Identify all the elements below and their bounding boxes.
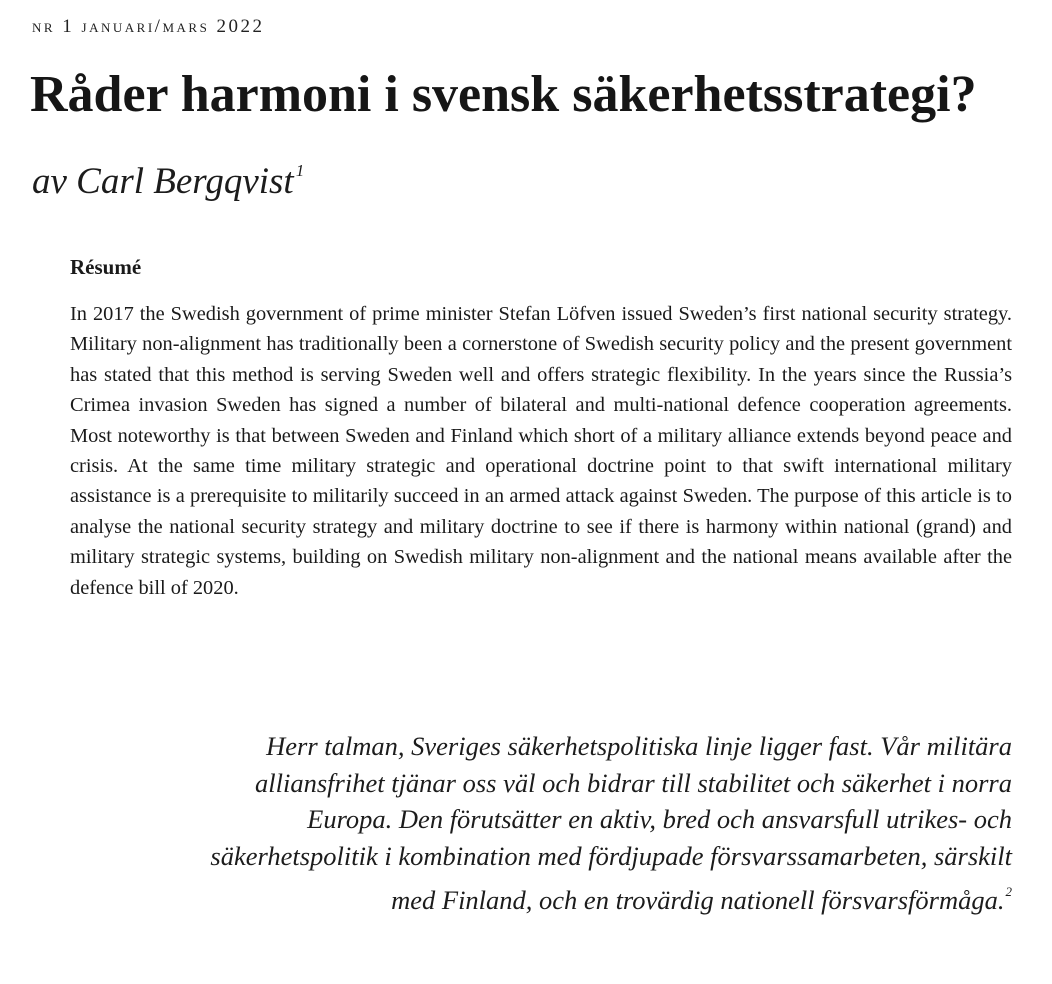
abstract-body: In 2017 the Swedish government of prime minister Stefan Löfven issued Sweden’s first national security strategy. Military non-alignment has traditionally been a cornerstone of Swedish security policy and the present government has stated that this method is serving Sweden well and offers strategic flexibility. In the years since the Russia’s Crimea invasion Sweden has signed a number of bilateral and multi-national defence cooperation agreements. Most noteworthy is that between Sweden and Finland which short of a military alliance extends beyond peace and crisis. At the same time military strategic and operational doctrine point to that swift international military assistance is a prerequisite to militarily succeed in an armed attack against Sweden. The purpose of this article is to analyse the national security strategy and military doctrine to see if there is harmony within national (grand) and military strategic systems, building on Swedish military non-alignment and the national means available after the defence bill of 2020. (70, 303, 1012, 599)
author-name: av Carl Bergqvist (32, 161, 294, 202)
abstract-heading: Résumé (70, 255, 142, 279)
epigraph-quote (210, 728, 1012, 919)
issue-line: nr 1 januari/mars 2022 (32, 16, 265, 37)
byline (32, 160, 304, 203)
footnote-ref-2[interactable]: 2 (1005, 884, 1012, 900)
footnote-ref-1[interactable]: 1 (295, 161, 305, 180)
article-title: Råder harmoni i svensk säkerhetsstrategi? (30, 66, 977, 123)
epigraph-text: Herr talman, Sveriges säkerhetspolitiska linje ligger fast. Vår militära alliansfrihet tjänar oss väl och bidrar till stabilitet och säkerhet i norra Europa. Den förutsätter en aktiv, bred och ansvarsfull utrikes- och säkerhetspolitik i kombination med fördjupade försvarssamarbeten, särskilt med Finland, och en trovärdig nationell försvarsförmåga. (210, 731, 1012, 916)
